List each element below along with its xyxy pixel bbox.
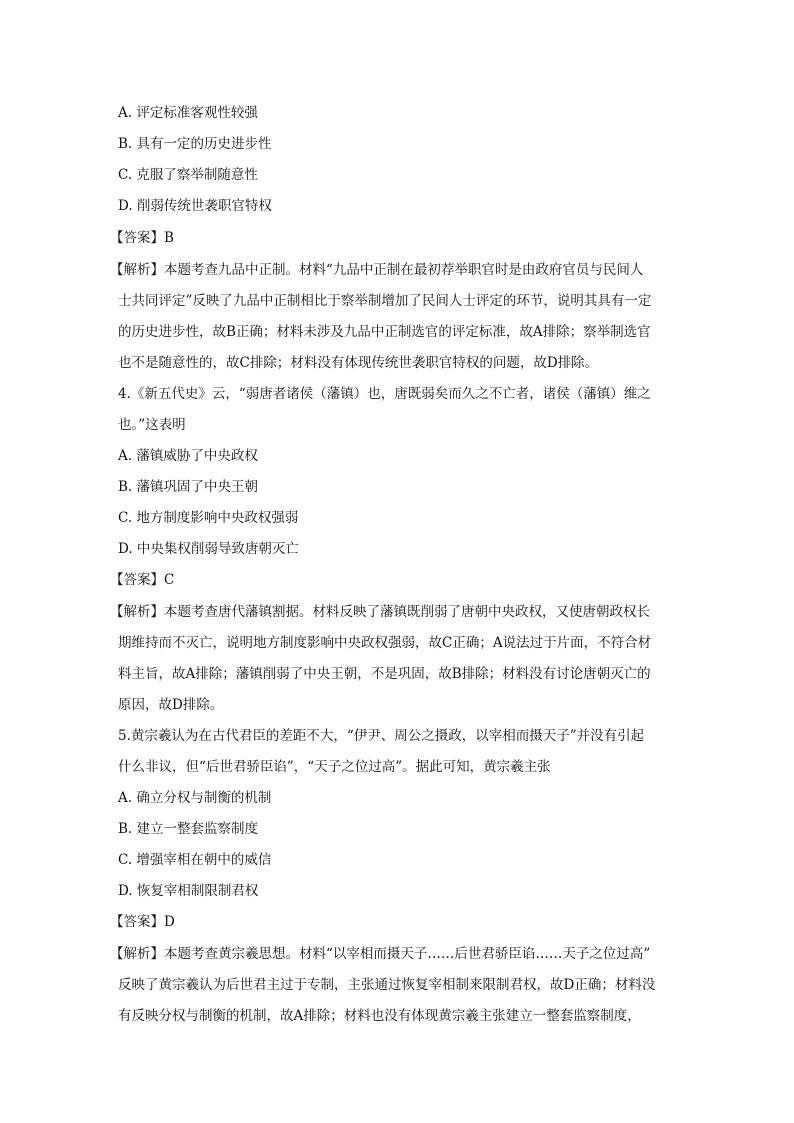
q5-stem-line: 什么非议，但“后世君骄臣谄”，“天子之位过高”。据此可知，黄宗羲主张 bbox=[118, 759, 551, 775]
q5-option-a: A. 确立分权与制衡的机制 bbox=[118, 790, 272, 806]
q5-option-c: C. 增强宰相在朝中的威信 bbox=[118, 852, 272, 868]
q3-analysis-line: 也不是随意性的，故C排除；材料没有体现传统世袭职官特权的问题，故D排除。 bbox=[118, 355, 599, 371]
q4-answer: 【答案】C bbox=[110, 572, 175, 588]
q5-analysis-line: 【解析】本题考查黄宗羲思想。材料“以宰相而摄天子……后世君骄臣谄……天子之位过高” bbox=[110, 946, 651, 962]
q5-analysis-line: 反映了黄宗羲认为后世君主过于专制，主张通过恢复宰相制来限制君权，故D正确；材料没 bbox=[118, 977, 656, 993]
q3-option-d: D. 削弱传统世袭职官特权 bbox=[118, 198, 272, 214]
q5-answer: 【答案】D bbox=[110, 914, 175, 930]
q4-option-a: A. 藩镇威胁了中央政权 bbox=[118, 448, 258, 464]
q3-option-a: A. 评定标准客观性较强 bbox=[118, 105, 258, 121]
q4-analysis-line: 原因，故D排除。 bbox=[118, 697, 224, 713]
q4-analysis-line: 料主旨，故A排除；藩镇削弱了中央王朝，不是巩固，故B排除；材料没有讨论唐朝灭亡的 bbox=[118, 666, 651, 682]
q4-analysis-line: 【解析】本题考查唐代藩镇割据。材料反映了藩镇既削弱了唐朝中央政权，又使唐朝政权长 bbox=[110, 604, 650, 620]
q5-option-b: B. 建立一整套监察制度 bbox=[118, 821, 259, 837]
q3-answer: 【答案】B bbox=[110, 230, 174, 246]
q5-option-d: D. 恢复宰相制限制君权 bbox=[118, 883, 259, 899]
q4-option-c: C. 地方制度影响中央政权强弱 bbox=[118, 510, 299, 526]
q3-option-c: C. 克服了察举制随意性 bbox=[118, 167, 258, 183]
q4-option-d: D. 中央集权削弱导致唐朝灭亡 bbox=[118, 541, 299, 557]
q5-stem-line: 5.黄宗羲认为在古代君臣的差距不大，“伊尹、周公之摄政，以宰相而摄天子”并没有引起 bbox=[118, 728, 645, 744]
q3-analysis-line: 的历史进步性，故B正确；材料未涉及九品中正制选官的评定标准，故A排除；察举制选官 bbox=[118, 324, 651, 340]
q3-option-b: B. 具有一定的历史进步性 bbox=[118, 136, 272, 152]
q3-analysis-line: 士共同评定”反映了九品中正制相比于察举制增加了民间人士评定的环节，说明其具有一定 bbox=[118, 293, 652, 309]
q4-stem-line: 也。”这表明 bbox=[118, 417, 186, 433]
q4-option-b: B. 藩镇巩固了中央王朝 bbox=[118, 479, 259, 495]
q3-analysis-line: 【解析】本题考查九品中正制。材料“九品中正制在最初荐举职官时是由政府官员与民间人 bbox=[110, 262, 644, 278]
q4-analysis-line: 期维持而不灭亡，说明地方制度影响中央政权强弱，故C正确；A说法过于片面，不符合材 bbox=[118, 635, 652, 651]
q4-stem-line: 4.《新五代史》云，“弱唐者诸侯（藩镇）也，唐既弱矣而久之不亡者，诸侯（藩镇）维之 bbox=[118, 386, 651, 402]
q5-analysis-line: 有反映分权与制衡的机制，故A排除；材料也没有体现黄宗羲主张建立一整套监察制度， bbox=[118, 1008, 641, 1024]
